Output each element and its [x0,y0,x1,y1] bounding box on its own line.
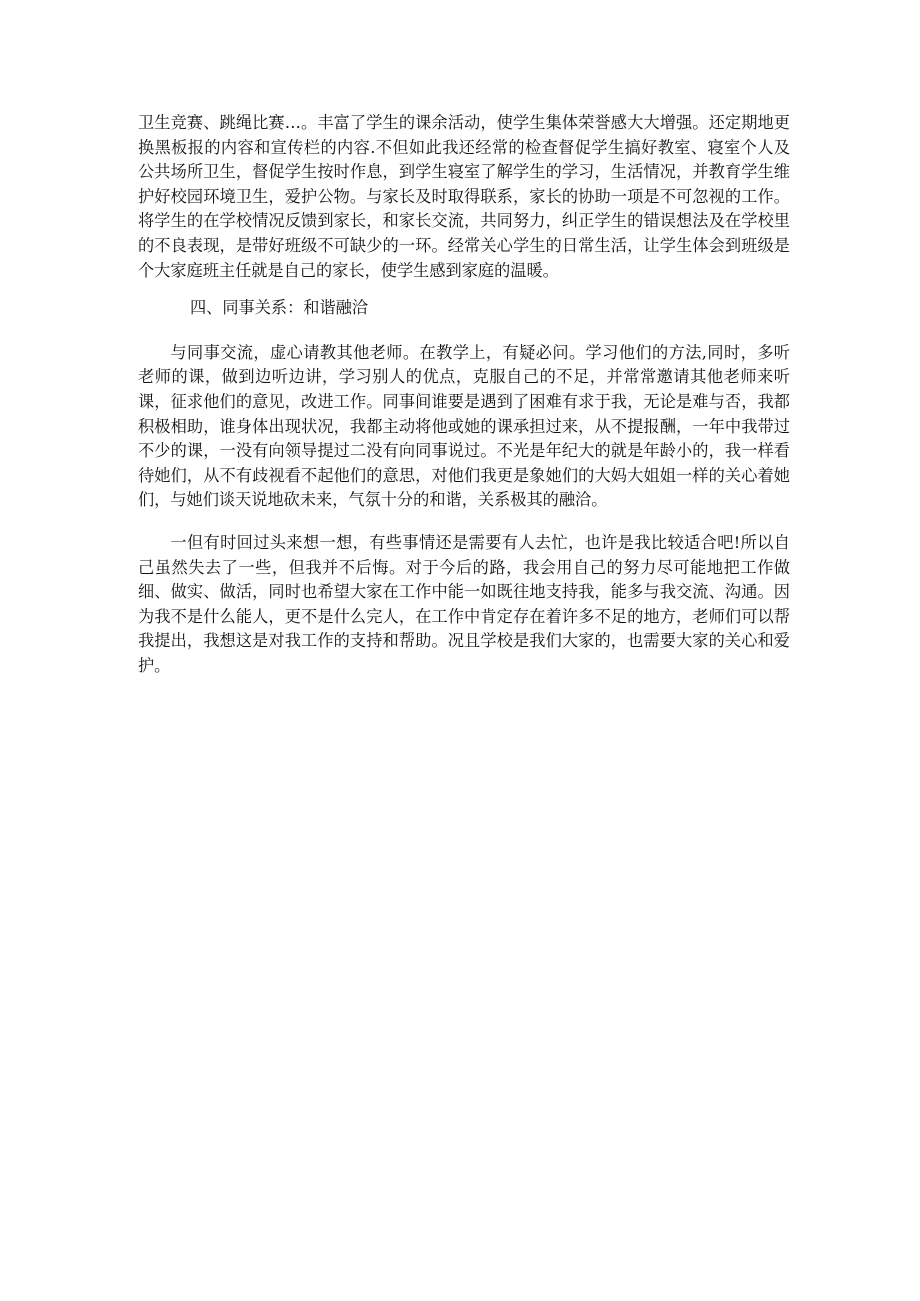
paragraph-reflection: 一但有时回过头来想一想，有些事情还是需要有人去忙，也许是我比较适合吧!所以自己虽然失去了一些，但我并不后悔。对于今后的路，我会用自己的努力尽可能地把工作做细、做实、做活，同时也希望大家在工作中能一如既往地支持我，能多与我交流、沟通。因为我不是什么能人，更不是什么完人，在工作中肯定存在着许多不足的地方，老师们可以帮我提出，我想这是对我工作的支持和帮助。况且学校是我们大家的，也需要大家的关心和爱护。 [138,532,790,675]
paragraph-activities: 卫生竞赛、跳绳比赛…。丰富了学生的课余活动，使学生集体荣誉感大大增强。还定期地更换黑板报的内容和宣传栏的内容.不但如此我还经常的检查督促学生搞好教室、寝室个人及公共场所卫生，督促学生按时作息，到学生寝室了解学生的学习，生活情况，并教育学生维护好校园环境卫生，爱护公物。与家长及时取得联系，家长的协助一项是不可忽视的工作。将学生的在学校情况反馈到家长，和家长交流，共同努力，纠正学生的错误想法及在学校里的不良表现，是带好班级不可缺少的一环。经常关心学生的日常生活，让学生体会到班级是个大家庭班主任就是自己的家长，使学生感到家庭的温暖。 [138,113,790,280]
spacer [138,513,790,531]
paragraph-colleague-communication: 与同事交流，虚心请教其他老师。在教学上，有疑必问。学习他们的方法,同时，多听老师的课，做到边听边讲，学习别人的优点，克服自己的不足，并常常邀请其他老师来听课，征求他们的意见，改进工作。同事间谁要是遇到了困难有求于我，无论是难与否，我都积极相助，谁身体出现状况，我都主动将他或她的课承担过来，从不提报酬，一年中我带过不少的课，一没有向领导提过二没有向同事说过。不光是年纪大的就是年龄小的，我一样看待她们，从不有歧视看不起他们的意思，对他们我更是象她们的大妈大姐姐一样的关心着她们，与她们谈天说地砍未来，气氛十分的和谐，关系极其的融洽。 [138,342,790,510]
document-body [138,111,790,678]
spacer [138,321,790,341]
section-heading-colleague-relations: 四、同事关系：和谐融洽 [190,298,369,318]
spacer [138,283,790,296]
